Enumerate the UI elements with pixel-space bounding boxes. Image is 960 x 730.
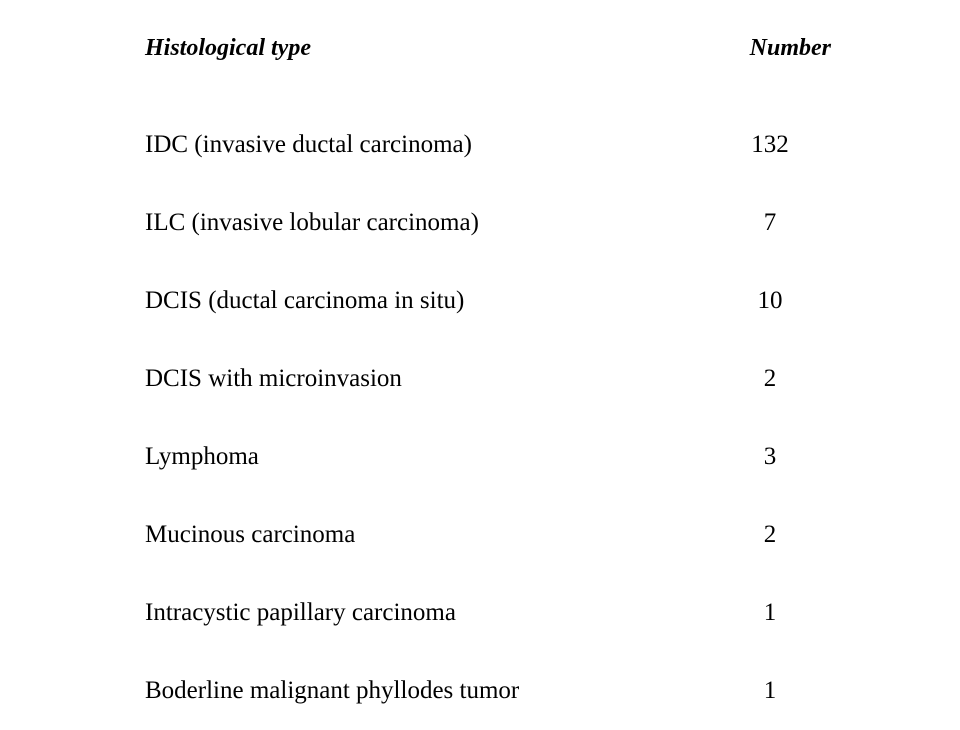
number-cell: 1 xyxy=(763,677,777,704)
histological-type-cell: ILC (invasive lobular carcinoma) xyxy=(145,209,479,236)
table-row xyxy=(145,574,835,652)
number-cell: 1 xyxy=(763,599,777,626)
table-row xyxy=(145,106,835,184)
histological-type-cell: Intracystic papillary carcinoma xyxy=(145,599,456,626)
number-cell: 7 xyxy=(763,209,777,236)
histological-type-cell: Mucinous carcinoma xyxy=(145,521,356,548)
column-header-histological-type: Histological type xyxy=(145,34,311,61)
number-cell: 132 xyxy=(751,131,789,158)
table-row xyxy=(145,262,835,340)
histological-type-cell: DCIS with microinvasion xyxy=(145,365,402,392)
table-row xyxy=(145,496,835,574)
number-cell: 10 xyxy=(757,287,783,314)
table-header-row xyxy=(145,28,835,68)
histological-type-cell: IDC (invasive ductal carcinoma) xyxy=(145,131,472,158)
histology-table xyxy=(145,28,835,730)
table-row xyxy=(145,418,835,496)
column-header-number: Number xyxy=(749,34,831,61)
histological-type-cell: DCIS (ductal carcinoma in situ) xyxy=(145,287,465,314)
table-row xyxy=(145,340,835,418)
table-row xyxy=(145,184,835,262)
histological-type-cell: Lymphoma xyxy=(145,443,259,470)
histological-type-cell: Boderline malignant phyllodes tumor xyxy=(145,677,520,704)
number-cell: 3 xyxy=(763,443,777,470)
number-cell: 2 xyxy=(763,365,777,392)
table-row xyxy=(145,652,835,730)
number-cell: 2 xyxy=(763,521,777,548)
